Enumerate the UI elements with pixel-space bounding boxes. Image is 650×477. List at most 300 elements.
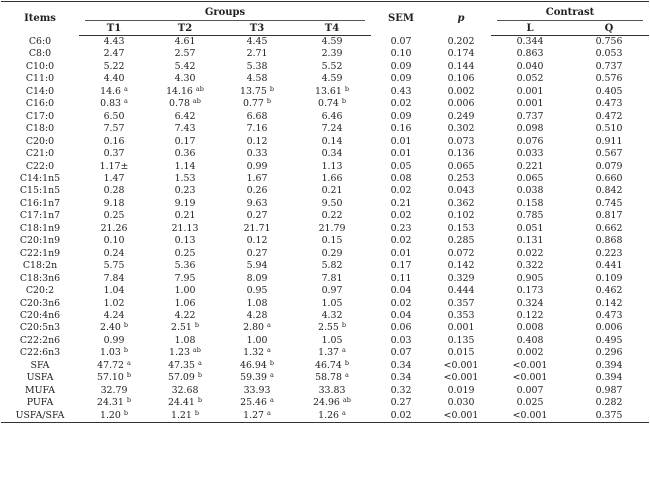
sem-cell-value: 0.34 bbox=[390, 359, 412, 371]
quadratic-contrast-cell-value: 0.472 bbox=[595, 110, 623, 122]
t2-cell-value: 1.53 bbox=[174, 172, 196, 184]
significance-letter: b bbox=[344, 358, 349, 367]
t1-cell-value: 1.03 bbox=[99, 347, 121, 359]
sem-cell bbox=[371, 260, 431, 272]
t2-cell-value: 14.16 bbox=[166, 85, 193, 97]
sem-cell-value: 0.27 bbox=[390, 397, 412, 409]
significance-letter: b bbox=[197, 396, 202, 405]
table-row bbox=[1, 173, 649, 185]
table-row bbox=[1, 310, 649, 322]
t2-cell-value: 5.42 bbox=[174, 60, 196, 72]
t4-cell bbox=[293, 86, 371, 98]
t2-cell-value: 1.14 bbox=[174, 160, 196, 172]
t2-cell bbox=[149, 260, 221, 272]
sem-cell-value: 0.02 bbox=[390, 235, 412, 247]
quadratic-contrast-cell-value: 0.745 bbox=[595, 197, 623, 209]
t3-cell bbox=[221, 360, 293, 372]
t1-cell bbox=[79, 123, 149, 135]
p-value-cell-value: 0.362 bbox=[447, 197, 475, 209]
linear-contrast-cell-value: 0.051 bbox=[516, 222, 544, 234]
linear-contrast-cell-value: 0.040 bbox=[516, 60, 544, 72]
t1-cell bbox=[79, 185, 149, 197]
sem-cell-value: 0.16 bbox=[390, 123, 412, 135]
t1-cell bbox=[79, 310, 149, 322]
quadratic-contrast-cell bbox=[569, 98, 649, 110]
t1-cell bbox=[79, 298, 149, 310]
t2-cell-value: 2.57 bbox=[174, 48, 196, 60]
significance-letter: b bbox=[344, 84, 349, 93]
sem-cell bbox=[371, 48, 431, 60]
t1-cell-value: 0.25 bbox=[103, 210, 125, 222]
t3-cell-value: 33.93 bbox=[243, 384, 271, 396]
t4-cell bbox=[293, 61, 371, 73]
t2-cell bbox=[149, 210, 221, 222]
item-cell-value: USFA/SFA bbox=[15, 409, 65, 421]
t4-cell-value: 0.97 bbox=[321, 285, 343, 297]
significance-letter: b bbox=[194, 408, 200, 417]
p-value-cell-value: 0.072 bbox=[447, 247, 475, 259]
item-cell bbox=[1, 123, 79, 135]
linear-contrast-cell bbox=[491, 198, 569, 210]
t3-cell-value: 0.99 bbox=[246, 160, 268, 172]
t1-cell bbox=[79, 235, 149, 247]
t1-cell bbox=[79, 397, 149, 409]
t3-cell-value: 13.75 bbox=[240, 85, 267, 97]
t2-cell bbox=[149, 73, 221, 85]
quadratic-contrast-cell-value: 0.842 bbox=[595, 185, 623, 197]
linear-contrast-cell-value: <0.001 bbox=[512, 372, 548, 384]
t3-cell-value: 0.33 bbox=[246, 148, 268, 160]
t4-cell-value: 0.29 bbox=[321, 247, 343, 259]
sem-header: SEM bbox=[371, 2, 431, 36]
quadratic-contrast-cell bbox=[569, 36, 649, 49]
t3-cell bbox=[221, 173, 293, 185]
p-value-cell-value: 0.249 bbox=[447, 110, 475, 122]
item-cell bbox=[1, 86, 79, 98]
t4-cell-value: 2.39 bbox=[321, 48, 343, 60]
sem-cell bbox=[371, 185, 431, 197]
t4-cell bbox=[293, 372, 371, 384]
linear-contrast-cell-value: 0.221 bbox=[516, 160, 544, 172]
t3-cell-value: 46.94 bbox=[240, 359, 267, 371]
t1-cell-value: 1.04 bbox=[103, 285, 125, 297]
quadratic-contrast-cell-value: 0.473 bbox=[595, 98, 623, 110]
t3-cell bbox=[221, 347, 293, 359]
t1-cell bbox=[79, 322, 149, 334]
quadratic-contrast-cell bbox=[569, 73, 649, 85]
t3-cell-value: 21.71 bbox=[243, 222, 271, 234]
sem-cell bbox=[371, 136, 431, 148]
sem-cell-value: 0.06 bbox=[390, 322, 412, 334]
p-value-cell bbox=[431, 48, 491, 60]
linear-contrast-cell-value: 0.322 bbox=[516, 260, 544, 272]
sem-cell bbox=[371, 335, 431, 347]
quadratic-contrast-cell-value: 0.006 bbox=[595, 322, 623, 334]
t3-cell-value: 4.58 bbox=[246, 73, 268, 85]
t2-cell bbox=[149, 198, 221, 210]
t4-cell-value: 1.66 bbox=[321, 172, 343, 184]
quadratic-contrast-cell bbox=[569, 397, 649, 409]
t1-cell-value: 6.50 bbox=[103, 110, 125, 122]
t4-cell bbox=[293, 360, 371, 372]
item-cell bbox=[1, 148, 79, 160]
quadratic-contrast-cell bbox=[569, 148, 649, 160]
significance-letter: a bbox=[269, 371, 274, 380]
p-value-cell bbox=[431, 123, 491, 135]
quadratic-contrast-cell-value: 0.662 bbox=[595, 222, 623, 234]
table-row bbox=[1, 335, 649, 347]
significance-letter: a bbox=[266, 346, 271, 355]
table-row bbox=[1, 98, 649, 110]
sem-cell-value: 0.02 bbox=[390, 409, 412, 421]
quadratic-contrast-cell bbox=[569, 360, 649, 372]
t3-cell-value: 1.67 bbox=[246, 172, 268, 184]
sem-cell-value: 0.43 bbox=[390, 85, 412, 97]
p-value-cell-value: 0.073 bbox=[447, 135, 475, 147]
t1-cell bbox=[79, 48, 149, 60]
table-row bbox=[1, 185, 649, 197]
sem-cell-value: 0.05 bbox=[390, 160, 412, 172]
t4-cell bbox=[293, 347, 371, 359]
quadratic-contrast-cell-value: 0.079 bbox=[595, 160, 623, 172]
sem-cell-value: 0.04 bbox=[390, 285, 412, 297]
item-cell-value: C22:6n3 bbox=[19, 347, 61, 359]
sem-cell bbox=[371, 161, 431, 173]
item-cell-value: C22:0 bbox=[25, 160, 55, 172]
item-cell-value: MUFA bbox=[25, 384, 55, 396]
linear-contrast-cell-value: 0.033 bbox=[516, 148, 544, 160]
significance-letter: a bbox=[266, 408, 271, 417]
t4-cell bbox=[293, 235, 371, 247]
p-value-cell bbox=[431, 210, 491, 222]
t2-cell-value: 21.13 bbox=[171, 222, 199, 234]
linear-contrast-cell-value: 0.408 bbox=[516, 334, 544, 346]
t1-cell-value: 1.47 bbox=[103, 172, 125, 184]
t2-cell-value: 0.17 bbox=[174, 135, 196, 147]
item-cell-value: C18:3n6 bbox=[19, 272, 61, 284]
t4-cell bbox=[293, 298, 371, 310]
linear-contrast-cell bbox=[491, 136, 569, 148]
t2-cell bbox=[149, 185, 221, 197]
p-value-cell bbox=[431, 385, 491, 397]
p-value-cell bbox=[431, 410, 491, 423]
table-row bbox=[1, 248, 649, 260]
t2-cell-value: 0.21 bbox=[174, 210, 196, 222]
t3-cell-value: 0.77 bbox=[242, 98, 264, 110]
t4-cell bbox=[293, 185, 371, 197]
t4-cell-value: 4.32 bbox=[321, 309, 343, 321]
item-cell bbox=[1, 48, 79, 60]
p-header: p bbox=[431, 2, 491, 36]
item-cell-value: C18:0 bbox=[25, 123, 55, 135]
t4-cell-value: 58.78 bbox=[315, 372, 342, 384]
t4-cell-value: 2.55 bbox=[317, 322, 339, 334]
quadratic-contrast-cell bbox=[569, 161, 649, 173]
sem-cell bbox=[371, 285, 431, 297]
t2-cell bbox=[149, 61, 221, 73]
sem-cell-value: 0.08 bbox=[390, 172, 412, 184]
t3-cell bbox=[221, 385, 293, 397]
t4-cell bbox=[293, 335, 371, 347]
t2-cell-value: 7.95 bbox=[174, 272, 196, 284]
t3-cell bbox=[221, 335, 293, 347]
t2-cell-value: 4.30 bbox=[174, 73, 196, 85]
t2-cell-value: 1.23 bbox=[169, 347, 190, 359]
quadratic-contrast-cell-value: 0.296 bbox=[595, 347, 623, 359]
t2-cell-value: 24.41 bbox=[168, 397, 195, 409]
quadratic-contrast-cell-value: 0.441 bbox=[595, 260, 623, 272]
t3-cell bbox=[221, 223, 293, 235]
item-cell bbox=[1, 61, 79, 73]
quadratic-contrast-cell-value: 0.405 bbox=[595, 85, 623, 97]
p-value-cell bbox=[431, 248, 491, 260]
item-cell-value: C17:1n7 bbox=[19, 210, 61, 222]
t2-cell bbox=[149, 410, 221, 423]
significance-letter: b bbox=[197, 371, 202, 380]
t3-cell-value: 0.27 bbox=[246, 210, 268, 222]
table-row bbox=[1, 285, 649, 297]
header-row-2 bbox=[1, 22, 649, 36]
quadratic-contrast-cell-value: 0.510 bbox=[595, 123, 623, 135]
item-cell bbox=[1, 410, 79, 423]
linear-contrast-cell-value: <0.001 bbox=[512, 409, 548, 421]
p-value-cell-value: 0.142 bbox=[447, 260, 475, 272]
linear-contrast-cell-value: 0.065 bbox=[516, 172, 544, 184]
t3-cell bbox=[221, 372, 293, 384]
t4-cell bbox=[293, 260, 371, 272]
t1-cell bbox=[79, 111, 149, 123]
contrast-header: Contrast bbox=[491, 2, 649, 23]
t4-cell bbox=[293, 198, 371, 210]
linear-contrast-cell-value: 0.158 bbox=[516, 197, 544, 209]
linear-contrast-cell bbox=[491, 86, 569, 98]
header-row-1 bbox=[1, 2, 649, 23]
t3-cell bbox=[221, 410, 293, 423]
table-row bbox=[1, 73, 649, 85]
t4-cell-value: 21.79 bbox=[318, 222, 346, 234]
sem-cell-value: 0.09 bbox=[390, 73, 412, 85]
sem-cell-value: 0.01 bbox=[390, 148, 412, 160]
linear-contrast-cell bbox=[491, 36, 569, 49]
item-cell-value: USFA bbox=[26, 372, 54, 384]
t4-cell-value: 24.96 bbox=[313, 397, 340, 409]
linear-contrast-cell bbox=[491, 210, 569, 222]
linear-contrast-cell bbox=[491, 397, 569, 409]
item-cell bbox=[1, 98, 79, 110]
t1-cell bbox=[79, 198, 149, 210]
t2-cell bbox=[149, 148, 221, 160]
t1-cell bbox=[79, 61, 149, 73]
p-value-cell-value: 0.065 bbox=[447, 160, 475, 172]
t1-cell bbox=[79, 372, 149, 384]
t4-cell bbox=[293, 285, 371, 297]
t3-cell bbox=[221, 273, 293, 285]
item-cell bbox=[1, 248, 79, 260]
sem-cell-value: 0.07 bbox=[390, 347, 412, 359]
linear-contrast-cell bbox=[491, 310, 569, 322]
linear-contrast-cell bbox=[491, 123, 569, 135]
significance-letter: a bbox=[123, 97, 128, 106]
sem-cell bbox=[371, 61, 431, 73]
t3-cell-value: 5.94 bbox=[246, 260, 268, 272]
t1-cell bbox=[79, 36, 149, 49]
quadratic-contrast-cell bbox=[569, 111, 649, 123]
table-row bbox=[1, 410, 649, 423]
item-cell bbox=[1, 360, 79, 372]
sem-cell-value: 0.11 bbox=[390, 272, 412, 284]
item-cell bbox=[1, 347, 79, 359]
t3-cell bbox=[221, 322, 293, 334]
t2-cell bbox=[149, 322, 221, 334]
sem-cell-value: 0.01 bbox=[390, 135, 412, 147]
p-value-cell-value: 0.102 bbox=[447, 210, 475, 222]
sem-cell bbox=[371, 198, 431, 210]
t4-cell-value: 5.82 bbox=[321, 260, 343, 272]
table-row bbox=[1, 111, 649, 123]
t2-cell-value: 32.68 bbox=[171, 384, 199, 396]
sem-cell bbox=[371, 148, 431, 160]
t3-cell-value: 6.68 bbox=[246, 110, 268, 122]
t2-cell bbox=[149, 36, 221, 49]
quadratic-contrast-cell-value: 0.109 bbox=[595, 272, 623, 284]
t3-cell-value: 0.26 bbox=[246, 185, 268, 197]
sem-cell bbox=[371, 347, 431, 359]
t1-cell bbox=[79, 360, 149, 372]
table-row bbox=[1, 260, 649, 272]
t1-cell-value: 7.57 bbox=[103, 123, 125, 135]
p-value-cell-value: 0.253 bbox=[447, 172, 475, 184]
t2-cell bbox=[149, 397, 221, 409]
linear-contrast-cell-value: 0.002 bbox=[516, 347, 544, 359]
t1-cell bbox=[79, 161, 149, 173]
linear-contrast-cell bbox=[491, 298, 569, 310]
t4-cell bbox=[293, 273, 371, 285]
linear-contrast-cell-value: 0.863 bbox=[516, 48, 544, 60]
t2-cell-value: 57.09 bbox=[168, 372, 195, 384]
p-value-cell bbox=[431, 298, 491, 310]
t3-cell bbox=[221, 198, 293, 210]
t3-cell-value: 25.46 bbox=[240, 397, 267, 409]
linear-contrast-cell-value: 0.076 bbox=[516, 135, 544, 147]
table-row bbox=[1, 48, 649, 60]
p-value-cell bbox=[431, 111, 491, 123]
t4-cell-value: 1.13 bbox=[321, 160, 343, 172]
p-value-cell bbox=[431, 61, 491, 73]
p-value-cell-value: 0.153 bbox=[447, 222, 475, 234]
quadratic-contrast-cell bbox=[569, 136, 649, 148]
p-value-cell-value: 0.144 bbox=[447, 60, 475, 72]
p-value-cell-value: 0.444 bbox=[447, 285, 475, 297]
t2-cell bbox=[149, 123, 221, 135]
t4-cell bbox=[293, 210, 371, 222]
item-cell-value: C18:1n9 bbox=[19, 222, 61, 234]
item-cell bbox=[1, 335, 79, 347]
t1-cell-value: 24.31 bbox=[97, 397, 124, 409]
linear-contrast-cell-value: 0.344 bbox=[516, 36, 544, 47]
p-value-cell bbox=[431, 285, 491, 297]
sem-cell bbox=[371, 372, 431, 384]
p-value-cell bbox=[431, 148, 491, 160]
p-value-cell bbox=[431, 235, 491, 247]
t4-cell-value: 0.22 bbox=[321, 210, 343, 222]
item-cell-value: C6:0 bbox=[28, 35, 52, 47]
item-cell bbox=[1, 322, 79, 334]
p-value-cell bbox=[431, 98, 491, 110]
item-cell bbox=[1, 385, 79, 397]
linear-contrast-cell-value: 0.001 bbox=[516, 85, 544, 97]
linear-contrast-cell bbox=[491, 335, 569, 347]
sem-cell-value: 0.09 bbox=[390, 110, 412, 122]
sem-cell-value: 0.23 bbox=[390, 222, 412, 234]
table-row bbox=[1, 235, 649, 247]
linear-contrast-cell bbox=[491, 322, 569, 334]
sem-cell bbox=[371, 397, 431, 409]
item-cell bbox=[1, 210, 79, 222]
quadratic-contrast-cell bbox=[569, 248, 649, 260]
p-value-cell bbox=[431, 397, 491, 409]
p-value-cell-value: 0.001 bbox=[447, 322, 475, 334]
linear-contrast-cell-value: 0.173 bbox=[516, 285, 544, 297]
p-value-cell bbox=[431, 161, 491, 173]
quadratic-contrast-cell-value: 0.987 bbox=[595, 384, 623, 396]
significance-letter: b bbox=[341, 321, 347, 330]
linear-contrast-cell bbox=[491, 410, 569, 423]
linear-contrast-cell-value: 0.008 bbox=[516, 322, 544, 334]
t3-cell bbox=[221, 61, 293, 73]
t3-cell-value: 7.16 bbox=[246, 123, 268, 135]
item-cell bbox=[1, 73, 79, 85]
quadratic-contrast-cell-value: 0.817 bbox=[595, 210, 623, 222]
t1-cell bbox=[79, 136, 149, 148]
quadratic-contrast-cell-value: 0.576 bbox=[595, 73, 623, 85]
sem-cell-value: 0.02 bbox=[390, 297, 412, 309]
t3-cell-value: 4.45 bbox=[246, 36, 268, 47]
t3-cell bbox=[221, 397, 293, 409]
p-value-cell-value: 0.302 bbox=[447, 123, 475, 135]
significance-letter: ab bbox=[192, 346, 201, 355]
t3-cell-value: 0.27 bbox=[246, 247, 268, 259]
quadratic-contrast-cell-value: 0.394 bbox=[595, 359, 623, 371]
t2-cell bbox=[149, 235, 221, 247]
linear-contrast-cell bbox=[491, 48, 569, 60]
quadratic-contrast-cell-value: 0.911 bbox=[595, 135, 623, 147]
p-value-cell-value: 0.006 bbox=[447, 98, 475, 110]
t3-cell bbox=[221, 148, 293, 160]
t3-cell bbox=[221, 73, 293, 85]
t2-cell bbox=[149, 223, 221, 235]
t4-cell bbox=[293, 136, 371, 148]
p-value-cell-value: 0.353 bbox=[447, 309, 475, 321]
item-cell bbox=[1, 298, 79, 310]
table-row bbox=[1, 86, 649, 98]
quadratic-contrast-cell-value: 0.868 bbox=[595, 235, 623, 247]
sem-cell bbox=[371, 86, 431, 98]
t1-cell-value: 2.40 bbox=[99, 322, 121, 334]
t3-cell-value: 0.12 bbox=[246, 135, 268, 147]
fatty-acid-table bbox=[1, 1, 649, 423]
quadratic-contrast-cell-value: 0.495 bbox=[595, 334, 623, 346]
t2-cell-value: 0.78 bbox=[169, 98, 190, 110]
significance-letter: a bbox=[197, 358, 202, 367]
t2-cell bbox=[149, 385, 221, 397]
quadratic-contrast-cell-value: 0.473 bbox=[595, 309, 623, 321]
linear-contrast-cell bbox=[491, 111, 569, 123]
sem-cell bbox=[371, 273, 431, 285]
t1-cell-value: 1.20 bbox=[99, 409, 121, 421]
sem-cell-value: 0.17 bbox=[390, 260, 412, 272]
t3-cell bbox=[221, 86, 293, 98]
t1-cell bbox=[79, 248, 149, 260]
